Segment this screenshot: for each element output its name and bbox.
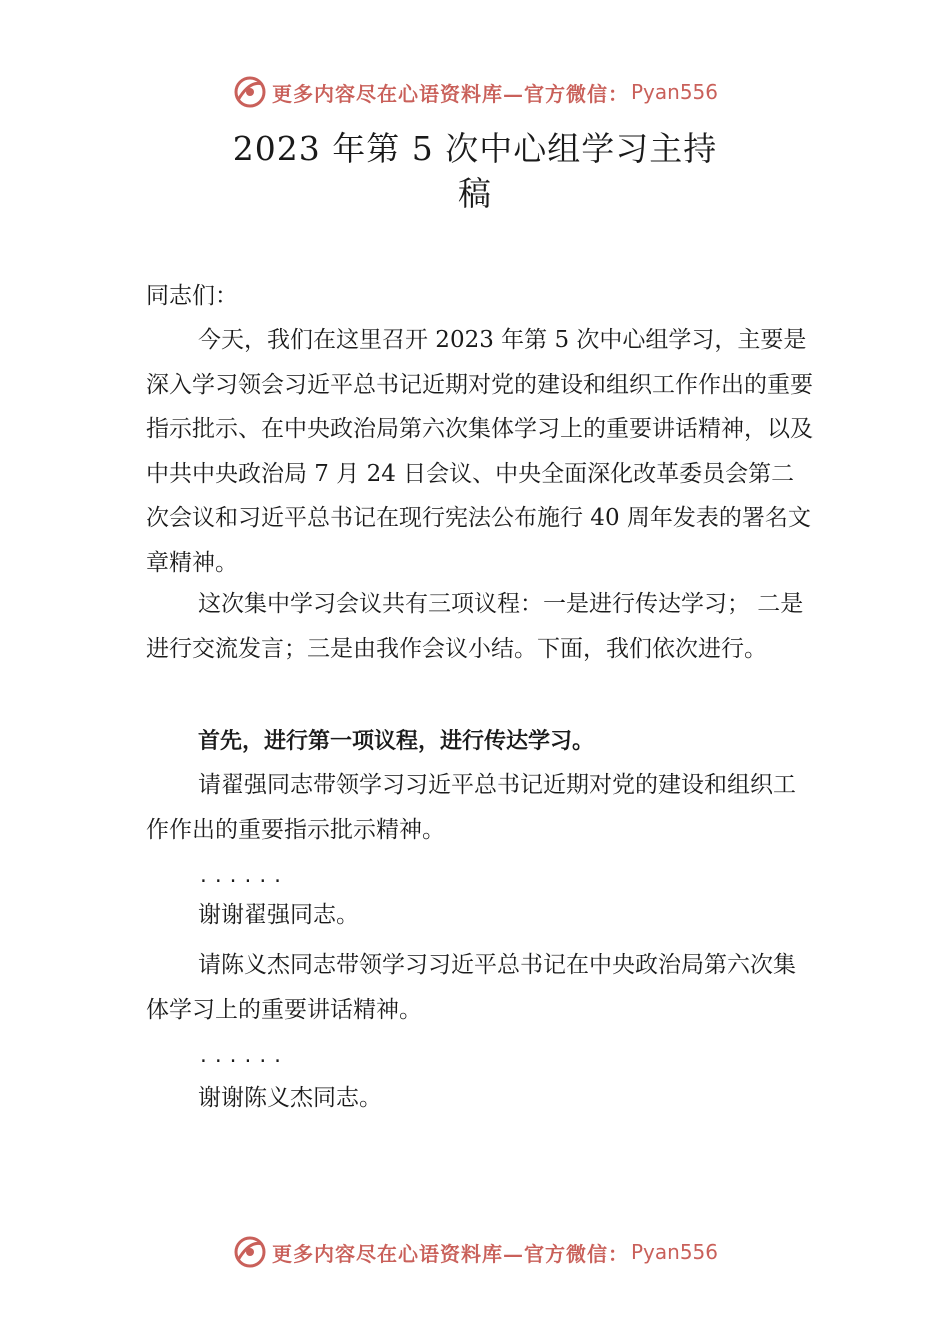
paragraph-instruction-1: 请翟强同志带领学习习近平总书记近期对党的建设和组织工作作出的重要指示批示精神。 xyxy=(146,772,796,843)
watermark-header xyxy=(232,72,718,112)
paragraph-intro: 今天，我们在这里召开 2023 年第 5 次中心组学习，主要是深入学习领会习近平总书记近期对党的建设和组织工作作出的重要指示批示、在中央政治局第六次集体学习上的重要讲话精神，以及中共中央政治局 7 月 24 日会议、中央全面深化改革委员会第二次会议和习近平总书记在现行宪法公布施行 40 周年发表的署名文章精神。 xyxy=(146,327,813,576)
agenda-heading-1: 首先，进行第一项议程，进行传达学习。 xyxy=(198,729,595,754)
thanks-2: 谢谢陈义杰同志。 xyxy=(198,1085,382,1111)
watermark-id: Pyan556 xyxy=(631,80,719,104)
ellipsis-2: ...... xyxy=(198,1046,288,1067)
title-line-1: 2023 年第 5 次中心组学习主持 xyxy=(232,129,718,168)
logo-icon xyxy=(232,1234,268,1270)
watermark-footer xyxy=(232,1232,718,1272)
logo-icon xyxy=(232,74,268,110)
thanks-1: 谢谢翟强同志。 xyxy=(198,902,359,928)
watermark-id: Pyan556 xyxy=(631,1240,719,1264)
paragraph-agenda: 这次集中学习会议共有三项议程：一是进行传达学习； 二是进行交流发言；三是由我作会议小结。下面，我们依次进行。 xyxy=(146,591,804,662)
paragraph-instruction-2: 请陈义杰同志带领学习习近平总书记在中央政治局第六次集体学习上的重要讲话精神。 xyxy=(146,952,796,1023)
watermark-text: 更多内容尽在心语资料库—官方微信： xyxy=(272,1241,629,1266)
greeting: 同志们： xyxy=(146,283,238,309)
title-line-2: 稿 xyxy=(458,174,492,213)
ellipsis-1: ...... xyxy=(198,866,288,887)
page-title xyxy=(0,126,950,216)
watermark-text: 更多内容尽在心语资料库—官方微信： xyxy=(272,81,629,106)
